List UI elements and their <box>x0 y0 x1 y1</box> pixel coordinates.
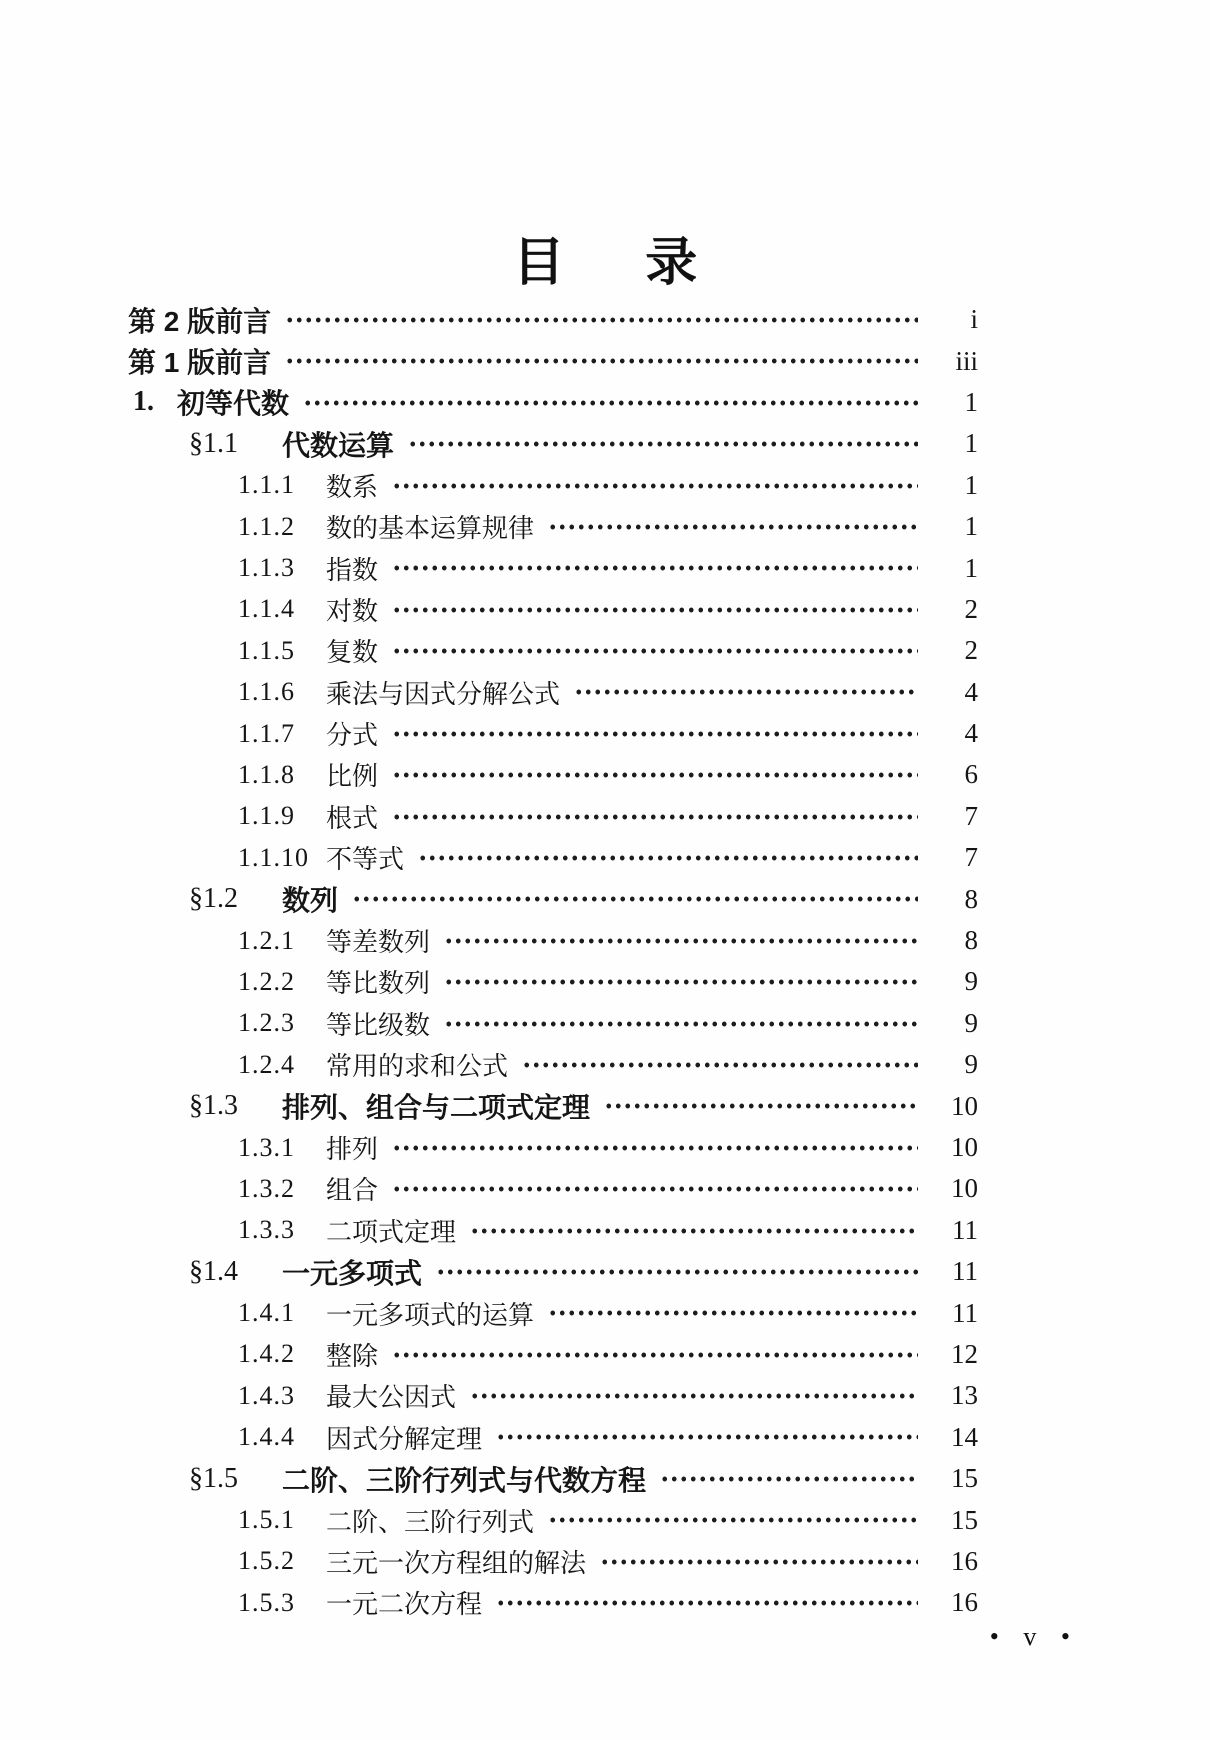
entry-title: 数的基本运算规律 <box>326 513 535 544</box>
toc-entry <box>128 1582 978 1623</box>
entry-number: 1.4.3 <box>238 1380 295 1410</box>
toc-entry <box>128 1417 978 1458</box>
dot-leader <box>392 796 918 837</box>
dot-leader <box>408 423 918 464</box>
entry-number: 1.3.1 <box>238 1132 295 1162</box>
dot-leader <box>470 1375 918 1416</box>
entry-page: 1 <box>964 511 978 542</box>
entry-page: i <box>970 304 978 335</box>
dot-leader <box>392 1334 918 1375</box>
entry-page: 1 <box>964 386 978 417</box>
entry-title: 代数运算 <box>282 429 395 461</box>
dot-leader <box>392 547 918 588</box>
toc-entry <box>128 340 978 381</box>
page-folio: • v • <box>989 1622 1072 1651</box>
dot-leader <box>392 754 918 795</box>
entry-title: 整除 <box>326 1340 379 1371</box>
entry-page: 9 <box>964 1007 978 1038</box>
table-of-contents <box>128 299 978 1624</box>
toc-entry <box>128 1210 978 1251</box>
dot-leader <box>600 1541 918 1582</box>
toc-entry <box>128 754 978 795</box>
dot-leader <box>392 630 918 671</box>
dot-leader <box>444 920 918 961</box>
toc-entry <box>128 589 978 630</box>
entry-title: 因式分解定理 <box>326 1423 483 1454</box>
entry-number: 1.3.2 <box>238 1173 295 1203</box>
entry-page: 11 <box>952 1214 978 1245</box>
entry-number: 1.5.3 <box>238 1587 295 1617</box>
entry-number: 1.1.10 <box>238 842 309 872</box>
entry-number: 1.4.4 <box>238 1422 295 1452</box>
entry-title: 等比级数 <box>326 1009 431 1040</box>
toc-entry <box>128 299 978 340</box>
dot-leader <box>496 1417 918 1458</box>
entry-page: 4 <box>964 718 978 749</box>
toc-entry <box>128 1334 978 1375</box>
toc-entry <box>128 1168 978 1209</box>
entry-title: 最大公因式 <box>326 1382 457 1413</box>
dot-leader <box>392 465 918 506</box>
entry-number: 1.2.1 <box>238 925 295 955</box>
entry-number: 1.1.8 <box>238 759 295 789</box>
entry-title: 组合 <box>326 1175 379 1206</box>
entry-number: §1.3 <box>189 1090 238 1122</box>
toc-entry <box>128 506 978 547</box>
entry-number: 1.5.2 <box>238 1546 295 1576</box>
toc-entry <box>128 630 978 671</box>
entry-title: 数列 <box>282 885 339 917</box>
toc-entry <box>128 796 978 837</box>
entry-number: §1.5 <box>189 1462 238 1494</box>
toc-entry <box>128 672 978 713</box>
entry-page: 11 <box>952 1297 978 1328</box>
entry-title: 第 2 版前言 <box>128 305 272 337</box>
entry-number: 1.1.1 <box>238 470 295 500</box>
entry-title: 二项式定理 <box>326 1216 457 1247</box>
entry-title: 第 1 版前言 <box>128 347 272 379</box>
entry-title: 乘法与因式分解公式 <box>326 678 561 709</box>
entry-page: 1 <box>964 428 978 459</box>
entry-page: 13 <box>951 1380 978 1411</box>
entry-title: 二阶、三阶行列式与代数方程 <box>282 1464 647 1496</box>
entry-title: 初等代数 <box>177 388 290 420</box>
toc-entry <box>128 1499 978 1540</box>
toc-entry <box>128 878 978 919</box>
entry-page: 16 <box>951 1545 978 1576</box>
entry-title: 二阶、三阶行列式 <box>326 1506 535 1537</box>
entry-title: 常用的求和公式 <box>326 1051 509 1082</box>
entry-title: 对数 <box>326 595 379 626</box>
entry-number: 1. <box>133 386 154 418</box>
entry-page: 2 <box>964 635 978 666</box>
entry-title: 排列 <box>326 1134 379 1164</box>
entry-number: 1.4.2 <box>238 1339 295 1369</box>
entry-number: 1.3.3 <box>238 1215 295 1245</box>
entry-title: 一元多项式的运算 <box>326 1299 535 1330</box>
entry-page: 9 <box>964 966 978 997</box>
entry-title: 一元多项式 <box>282 1257 423 1289</box>
entry-title: 不等式 <box>326 844 405 875</box>
toc-entry <box>128 1458 978 1499</box>
toc-entry <box>128 1541 978 1582</box>
dot-leader <box>548 1292 918 1333</box>
dot-leader <box>604 1085 918 1126</box>
entry-page: 2 <box>964 593 978 624</box>
entry-number: 1.1.7 <box>238 718 295 748</box>
dot-leader <box>522 1044 918 1085</box>
toc-entry <box>128 961 978 1002</box>
toc-entry <box>128 382 978 423</box>
entry-number: 1.1.5 <box>238 635 295 665</box>
entry-page: 14 <box>951 1421 978 1452</box>
entry-number: 1.4.1 <box>238 1298 295 1328</box>
entry-page: 8 <box>964 925 978 956</box>
entry-page: 16 <box>951 1587 978 1618</box>
entry-page: 7 <box>964 800 978 831</box>
toc-entry <box>128 920 978 961</box>
entry-title: 等差数列 <box>326 927 431 958</box>
toc-entry <box>128 1044 978 1085</box>
entry-title: 比例 <box>326 761 379 792</box>
toc-entry <box>128 713 978 754</box>
toc-entry <box>128 1085 978 1126</box>
entry-title: 根式 <box>326 802 379 833</box>
dot-leader <box>548 1499 918 1540</box>
entry-title: 数系 <box>326 471 379 502</box>
dot-leader <box>574 672 918 713</box>
dot-leader <box>444 961 918 1002</box>
toc-entry <box>128 547 978 588</box>
dot-leader <box>496 1582 918 1623</box>
dot-leader <box>392 713 918 754</box>
entry-number: §1.2 <box>189 883 238 915</box>
dot-leader <box>285 340 918 381</box>
dot-leader <box>470 1210 918 1251</box>
entry-page: 15 <box>951 1504 978 1535</box>
entry-page: 12 <box>951 1338 978 1369</box>
entry-page: 15 <box>951 1463 978 1494</box>
dot-leader <box>303 382 918 423</box>
entry-number: 1.5.1 <box>238 1505 295 1535</box>
dot-leader <box>392 1168 918 1209</box>
dot-leader <box>392 589 918 630</box>
entry-number: 1.2.4 <box>238 1049 295 1079</box>
toc-entry <box>128 1251 978 1292</box>
entry-title: 三元一次方程组的解法 <box>326 1547 587 1578</box>
entry-page: 8 <box>964 883 978 914</box>
entry-number: 1.1.4 <box>238 594 295 624</box>
entry-page: 10 <box>951 1173 978 1204</box>
entry-number: 1.2.2 <box>238 966 295 996</box>
entry-number: §1.4 <box>189 1255 238 1287</box>
entry-title: 复数 <box>326 637 379 668</box>
entry-page: 1 <box>964 469 978 500</box>
entry-number: §1.1 <box>189 427 238 459</box>
entry-page: 1 <box>964 552 978 583</box>
toc-entry <box>128 1375 978 1416</box>
entry-number: 1.1.2 <box>238 511 295 541</box>
dot-leader <box>660 1458 918 1499</box>
dot-leader <box>352 878 918 919</box>
entry-number: 1.1.3 <box>238 553 295 583</box>
entry-page: 10 <box>951 1132 978 1162</box>
entry-number: 1.2.3 <box>238 1008 295 1038</box>
dot-leader <box>444 1003 918 1044</box>
entry-page: iii <box>955 345 978 376</box>
toc-entry <box>128 1292 978 1333</box>
entry-title: 分式 <box>326 720 379 751</box>
dot-leader <box>436 1251 918 1292</box>
entry-title: 排列、组合与二项式定理 <box>282 1092 591 1124</box>
entry-title: 指数 <box>326 554 379 585</box>
entry-number: 1.1.9 <box>238 801 295 831</box>
page-title: 目录 <box>512 234 778 292</box>
toc-entry <box>128 423 978 464</box>
entry-page: 10 <box>951 1090 978 1121</box>
entry-title: 一元二次方程 <box>326 1589 483 1620</box>
entry-page: 6 <box>964 759 978 790</box>
toc-entry <box>128 465 978 506</box>
dot-leader <box>392 1127 918 1168</box>
entry-number: 1.1.6 <box>238 677 295 707</box>
dot-leader <box>548 506 918 547</box>
toc-entry <box>128 1003 978 1044</box>
entry-page: 4 <box>964 676 978 707</box>
entry-page: 11 <box>952 1256 978 1287</box>
dot-leader <box>285 299 918 340</box>
entry-page: 7 <box>964 842 978 873</box>
entry-page: 9 <box>964 1049 978 1080</box>
toc-entry <box>128 1127 978 1168</box>
entry-title: 等比数列 <box>326 968 431 999</box>
dot-leader <box>418 837 918 878</box>
toc-entry <box>128 837 978 878</box>
